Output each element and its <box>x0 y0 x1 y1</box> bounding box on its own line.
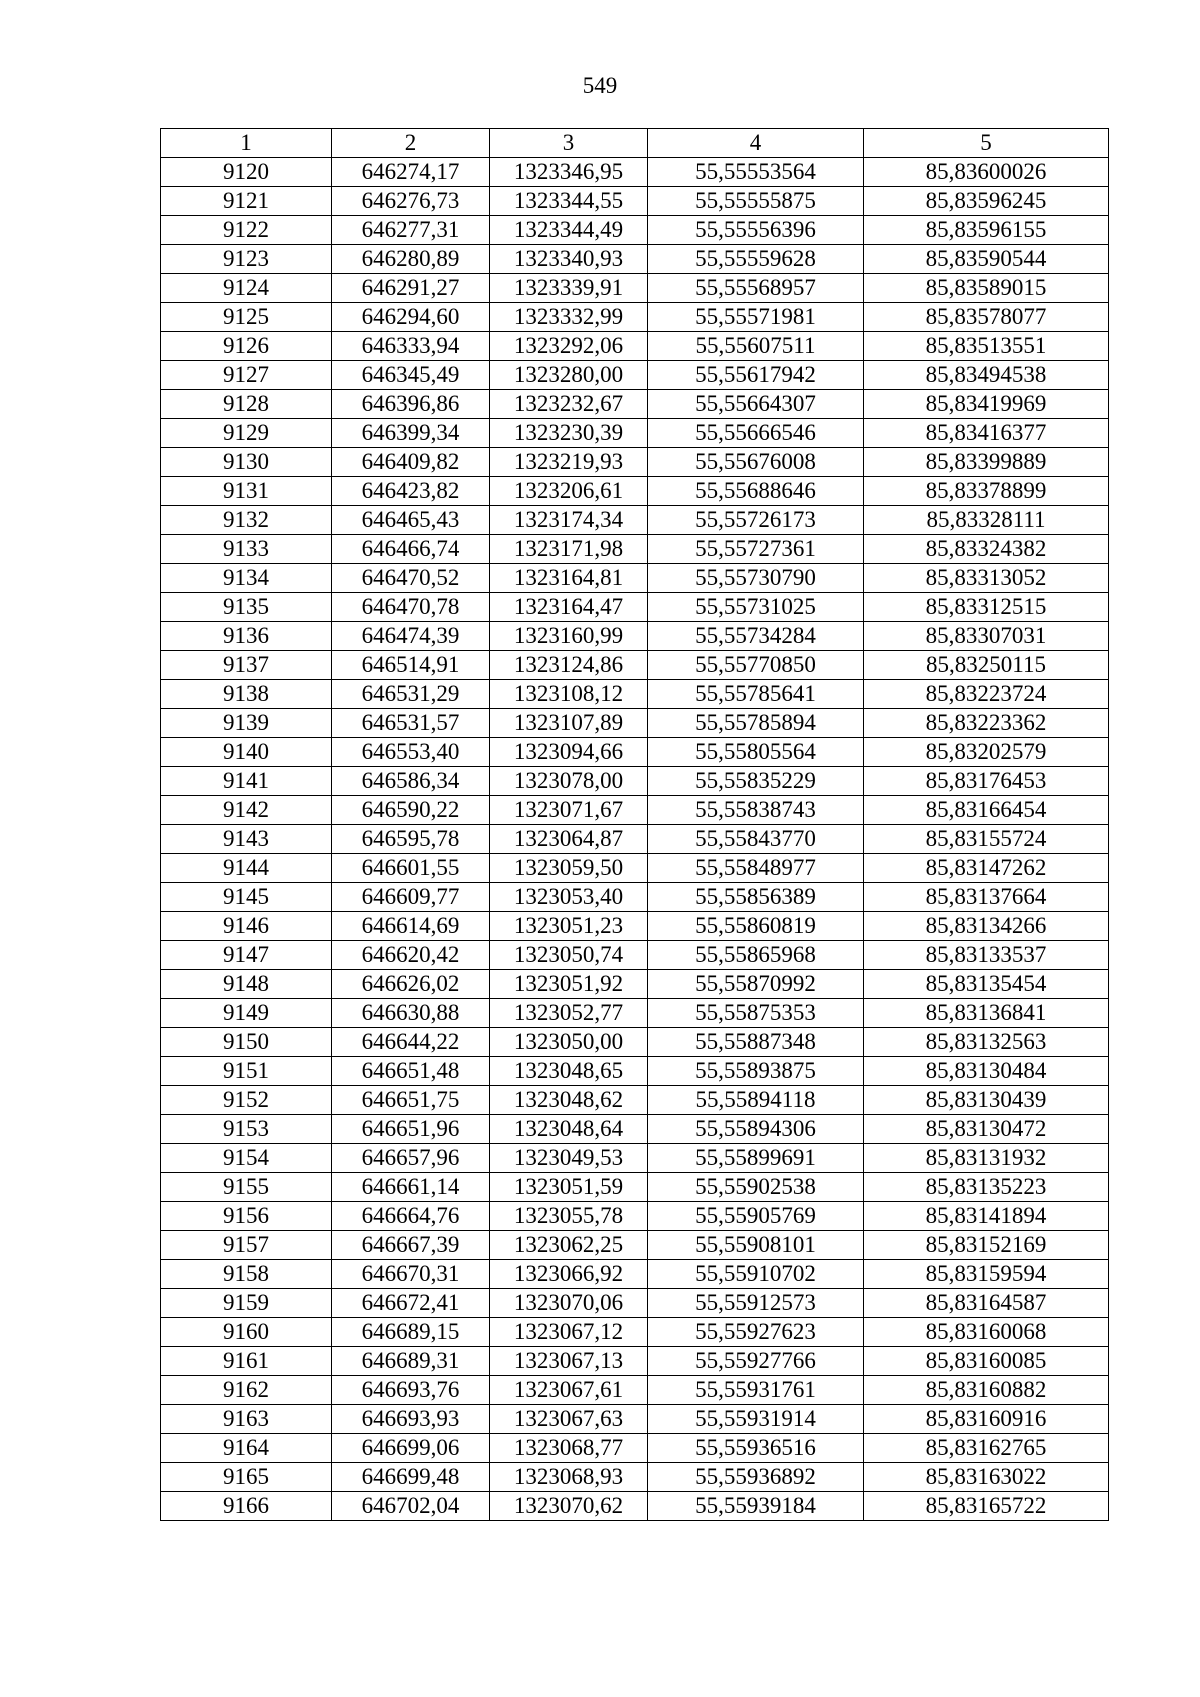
table-cell-col-4: 55,55568957 <box>648 274 864 303</box>
table-cell-col-5: 85,83160882 <box>864 1376 1109 1405</box>
table-cell-col-3: 1323094,66 <box>490 738 648 767</box>
column-header-4: 4 <box>648 129 864 158</box>
table-cell-col-1: 9135 <box>161 593 332 622</box>
table-cell-col-1: 9149 <box>161 999 332 1028</box>
table-cell-col-4: 55,55553564 <box>648 158 864 187</box>
table-cell-col-5: 85,83162765 <box>864 1434 1109 1463</box>
table-cell-col-4: 55,55936516 <box>648 1434 864 1463</box>
table-row <box>161 506 1109 535</box>
table-cell-col-2: 646409,82 <box>332 448 490 477</box>
table-cell-col-2: 646514,91 <box>332 651 490 680</box>
table-cell-col-2: 646399,34 <box>332 419 490 448</box>
table-cell-col-5: 85,83130484 <box>864 1057 1109 1086</box>
table-cell-col-4: 55,55617942 <box>648 361 864 390</box>
table-cell-col-5: 85,83600026 <box>864 158 1109 187</box>
table-cell-col-2: 646609,77 <box>332 883 490 912</box>
table-row <box>161 825 1109 854</box>
table-row <box>161 651 1109 680</box>
table-cell-col-1: 9138 <box>161 680 332 709</box>
table-cell-col-2: 646595,78 <box>332 825 490 854</box>
table-row <box>161 912 1109 941</box>
table-cell-col-4: 55,55856389 <box>648 883 864 912</box>
table-cell-col-2: 646470,78 <box>332 593 490 622</box>
table-row <box>161 709 1109 738</box>
table-cell-col-3: 1323068,93 <box>490 1463 648 1492</box>
table-cell-col-5: 85,83160085 <box>864 1347 1109 1376</box>
table-cell-col-3: 1323346,95 <box>490 158 648 187</box>
table-cell-col-3: 1323206,61 <box>490 477 648 506</box>
table-cell-col-2: 646657,96 <box>332 1144 490 1173</box>
table-cell-col-5: 85,83130439 <box>864 1086 1109 1115</box>
table-cell-col-4: 55,55726173 <box>648 506 864 535</box>
table-cell-col-3: 1323070,06 <box>490 1289 648 1318</box>
table-cell-col-4: 55,55838743 <box>648 796 864 825</box>
coordinates-table-container <box>160 128 1109 1521</box>
table-cell-col-4: 55,55887348 <box>648 1028 864 1057</box>
table-cell-col-3: 1323339,91 <box>490 274 648 303</box>
table-cell-col-4: 55,55875353 <box>648 999 864 1028</box>
table-cell-col-4: 55,55843770 <box>648 825 864 854</box>
table-cell-col-2: 646294,60 <box>332 303 490 332</box>
table-row <box>161 361 1109 390</box>
table-row <box>161 854 1109 883</box>
table-cell-col-4: 55,55905769 <box>648 1202 864 1231</box>
table-cell-col-1: 9131 <box>161 477 332 506</box>
table-row <box>161 390 1109 419</box>
table-cell-col-5: 85,83155724 <box>864 825 1109 854</box>
table-cell-col-5: 85,83160068 <box>864 1318 1109 1347</box>
table-cell-col-3: 1323107,89 <box>490 709 648 738</box>
table-row <box>161 216 1109 245</box>
table-row <box>161 1115 1109 1144</box>
coordinates-table <box>160 128 1109 1521</box>
table-cell-col-4: 55,55894306 <box>648 1115 864 1144</box>
table-row <box>161 274 1109 303</box>
table-row <box>161 1347 1109 1376</box>
table-cell-col-4: 55,55666546 <box>648 419 864 448</box>
table-cell-col-5: 85,83307031 <box>864 622 1109 651</box>
table-cell-col-1: 9159 <box>161 1289 332 1318</box>
table-cell-col-3: 1323059,50 <box>490 854 648 883</box>
table-cell-col-3: 1323071,67 <box>490 796 648 825</box>
table-cell-col-5: 85,83513551 <box>864 332 1109 361</box>
table-row <box>161 1144 1109 1173</box>
table-cell-col-4: 55,55730790 <box>648 564 864 593</box>
table-cell-col-2: 646396,86 <box>332 390 490 419</box>
table-row <box>161 1086 1109 1115</box>
table-cell-col-3: 1323051,59 <box>490 1173 648 1202</box>
table-cell-col-2: 646667,39 <box>332 1231 490 1260</box>
table-cell-col-3: 1323053,40 <box>490 883 648 912</box>
table-cell-col-1: 9130 <box>161 448 332 477</box>
table-row <box>161 593 1109 622</box>
column-header-1: 1 <box>161 129 332 158</box>
table-cell-col-4: 55,55607511 <box>648 332 864 361</box>
table-cell-col-1: 9163 <box>161 1405 332 1434</box>
table-cell-col-1: 9145 <box>161 883 332 912</box>
table-cell-col-2: 646693,76 <box>332 1376 490 1405</box>
table-row <box>161 332 1109 361</box>
table-row <box>161 1173 1109 1202</box>
table-row <box>161 419 1109 448</box>
table-cell-col-4: 55,55927623 <box>648 1318 864 1347</box>
table-cell-col-5: 85,83133537 <box>864 941 1109 970</box>
table-cell-col-4: 55,55835229 <box>648 767 864 796</box>
table-cell-col-3: 1323067,61 <box>490 1376 648 1405</box>
table-cell-col-1: 9129 <box>161 419 332 448</box>
table-row <box>161 1057 1109 1086</box>
table-cell-col-3: 1323062,25 <box>490 1231 648 1260</box>
table-cell-col-3: 1323048,64 <box>490 1115 648 1144</box>
table-cell-col-4: 55,55910702 <box>648 1260 864 1289</box>
table-row <box>161 738 1109 767</box>
table-cell-col-5: 85,83135223 <box>864 1173 1109 1202</box>
table-cell-col-2: 646702,04 <box>332 1492 490 1521</box>
table-row <box>161 187 1109 216</box>
table-cell-col-3: 1323164,47 <box>490 593 648 622</box>
table-cell-col-3: 1323068,77 <box>490 1434 648 1463</box>
table-cell-col-1: 9140 <box>161 738 332 767</box>
table-cell-col-1: 9136 <box>161 622 332 651</box>
table-cell-col-3: 1323067,63 <box>490 1405 648 1434</box>
table-cell-col-3: 1323108,12 <box>490 680 648 709</box>
table-cell-col-1: 9146 <box>161 912 332 941</box>
table-cell-col-1: 9137 <box>161 651 332 680</box>
table-cell-col-2: 646626,02 <box>332 970 490 999</box>
table-cell-col-3: 1323332,99 <box>490 303 648 332</box>
table-cell-col-1: 9151 <box>161 1057 332 1086</box>
table-cell-col-4: 55,55893875 <box>648 1057 864 1086</box>
table-cell-col-4: 55,55676008 <box>648 448 864 477</box>
table-cell-col-3: 1323280,00 <box>490 361 648 390</box>
table-cell-col-5: 85,83589015 <box>864 274 1109 303</box>
table-cell-col-2: 646661,14 <box>332 1173 490 1202</box>
table-cell-col-5: 85,83378899 <box>864 477 1109 506</box>
table-cell-col-3: 1323344,49 <box>490 216 648 245</box>
page-number: 549 <box>582 73 618 98</box>
table-cell-col-5: 85,83250115 <box>864 651 1109 680</box>
table-cell-col-1: 9155 <box>161 1173 332 1202</box>
table-cell-col-4: 55,55894118 <box>648 1086 864 1115</box>
table-cell-col-3: 1323048,65 <box>490 1057 648 1086</box>
table-cell-col-1: 9143 <box>161 825 332 854</box>
table-cell-col-4: 55,55731025 <box>648 593 864 622</box>
table-cell-col-3: 1323124,86 <box>490 651 648 680</box>
table-row <box>161 535 1109 564</box>
table-cell-col-2: 646280,89 <box>332 245 490 274</box>
table-cell-col-3: 1323070,62 <box>490 1492 648 1521</box>
table-cell-col-2: 646699,48 <box>332 1463 490 1492</box>
table-cell-col-1: 9121 <box>161 187 332 216</box>
table-cell-col-5: 85,83596155 <box>864 216 1109 245</box>
table-cell-col-4: 55,55870992 <box>648 970 864 999</box>
table-cell-col-5: 85,83166454 <box>864 796 1109 825</box>
table-header <box>161 129 1109 158</box>
table-row <box>161 767 1109 796</box>
table-row <box>161 158 1109 187</box>
table-cell-col-5: 85,83130472 <box>864 1115 1109 1144</box>
table-cell-col-4: 55,55571981 <box>648 303 864 332</box>
table-cell-col-4: 55,55860819 <box>648 912 864 941</box>
table-cell-col-2: 646689,15 <box>332 1318 490 1347</box>
table-cell-col-4: 55,55936892 <box>648 1463 864 1492</box>
table-row <box>161 1492 1109 1521</box>
table-cell-col-4: 55,55899691 <box>648 1144 864 1173</box>
table-body <box>161 158 1109 1521</box>
table-cell-col-2: 646693,93 <box>332 1405 490 1434</box>
table-cell-col-3: 1323160,99 <box>490 622 648 651</box>
table-cell-col-3: 1323051,92 <box>490 970 648 999</box>
table-cell-col-2: 646630,88 <box>332 999 490 1028</box>
table-cell-col-3: 1323066,92 <box>490 1260 648 1289</box>
table-row <box>161 970 1109 999</box>
table-cell-col-4: 55,55688646 <box>648 477 864 506</box>
table-cell-col-1: 9164 <box>161 1434 332 1463</box>
table-cell-col-5: 85,83416377 <box>864 419 1109 448</box>
table-cell-col-3: 1323048,62 <box>490 1086 648 1115</box>
table-cell-col-1: 9125 <box>161 303 332 332</box>
header-row <box>161 129 1109 158</box>
table-cell-col-5: 85,83399889 <box>864 448 1109 477</box>
table-cell-col-2: 646531,29 <box>332 680 490 709</box>
table-row <box>161 1318 1109 1347</box>
table-cell-col-3: 1323171,98 <box>490 535 648 564</box>
table-cell-col-3: 1323067,12 <box>490 1318 648 1347</box>
table-cell-col-3: 1323052,77 <box>490 999 648 1028</box>
table-cell-col-1: 9126 <box>161 332 332 361</box>
table-cell-col-5: 85,83313052 <box>864 564 1109 593</box>
table-cell-col-5: 85,83152169 <box>864 1231 1109 1260</box>
table-row <box>161 622 1109 651</box>
table-row <box>161 1405 1109 1434</box>
table-cell-col-5: 85,83312515 <box>864 593 1109 622</box>
table-row <box>161 680 1109 709</box>
table-row <box>161 796 1109 825</box>
table-cell-col-5: 85,83135454 <box>864 970 1109 999</box>
table-cell-col-2: 646644,22 <box>332 1028 490 1057</box>
table-cell-col-5: 85,83202579 <box>864 738 1109 767</box>
table-cell-col-5: 85,83136841 <box>864 999 1109 1028</box>
table-cell-col-4: 55,55785894 <box>648 709 864 738</box>
table-cell-col-3: 1323340,93 <box>490 245 648 274</box>
table-cell-col-2: 646274,17 <box>332 158 490 187</box>
table-row <box>161 1260 1109 1289</box>
table-row <box>161 564 1109 593</box>
table-cell-col-2: 646651,75 <box>332 1086 490 1115</box>
table-cell-col-5: 85,83328111 <box>864 506 1109 535</box>
table-cell-col-1: 9133 <box>161 535 332 564</box>
table-cell-col-3: 1323230,39 <box>490 419 648 448</box>
table-cell-col-1: 9157 <box>161 1231 332 1260</box>
table-cell-col-5: 85,83132563 <box>864 1028 1109 1057</box>
table-cell-col-3: 1323050,74 <box>490 941 648 970</box>
table-cell-col-1: 9154 <box>161 1144 332 1173</box>
table-cell-col-2: 646465,43 <box>332 506 490 535</box>
table-cell-col-2: 646699,06 <box>332 1434 490 1463</box>
table-cell-col-2: 646590,22 <box>332 796 490 825</box>
table-cell-col-4: 55,55555875 <box>648 187 864 216</box>
table-cell-col-1: 9162 <box>161 1376 332 1405</box>
table-cell-col-4: 55,55902538 <box>648 1173 864 1202</box>
table-row <box>161 1434 1109 1463</box>
table-cell-col-2: 646277,31 <box>332 216 490 245</box>
table-cell-col-2: 646586,34 <box>332 767 490 796</box>
table-cell-col-5: 85,83160916 <box>864 1405 1109 1434</box>
table-cell-col-3: 1323164,81 <box>490 564 648 593</box>
table-cell-col-1: 9127 <box>161 361 332 390</box>
table-cell-col-4: 55,55927766 <box>648 1347 864 1376</box>
table-cell-col-5: 85,83590544 <box>864 245 1109 274</box>
table-cell-col-1: 9152 <box>161 1086 332 1115</box>
table-row <box>161 245 1109 274</box>
column-header-5: 5 <box>864 129 1109 158</box>
table-cell-col-5: 85,83176453 <box>864 767 1109 796</box>
table-cell-col-2: 646466,74 <box>332 535 490 564</box>
table-row <box>161 1028 1109 1057</box>
table-cell-col-1: 9165 <box>161 1463 332 1492</box>
table-cell-col-2: 646553,40 <box>332 738 490 767</box>
table-cell-col-2: 646651,48 <box>332 1057 490 1086</box>
table-cell-col-3: 1323344,55 <box>490 187 648 216</box>
table-cell-col-2: 646345,49 <box>332 361 490 390</box>
table-cell-col-1: 9120 <box>161 158 332 187</box>
table-cell-col-5: 85,83324382 <box>864 535 1109 564</box>
table-cell-col-5: 85,83578077 <box>864 303 1109 332</box>
table-cell-col-5: 85,83419969 <box>864 390 1109 419</box>
table-row <box>161 941 1109 970</box>
table-cell-col-4: 55,55865968 <box>648 941 864 970</box>
table-cell-col-1: 9148 <box>161 970 332 999</box>
table-cell-col-4: 55,55912573 <box>648 1289 864 1318</box>
table-cell-col-4: 55,55727361 <box>648 535 864 564</box>
table-cell-col-3: 1323067,13 <box>490 1347 648 1376</box>
table-cell-col-1: 9147 <box>161 941 332 970</box>
table-cell-col-1: 9139 <box>161 709 332 738</box>
table-row <box>161 477 1109 506</box>
table-row <box>161 1289 1109 1318</box>
table-cell-col-1: 9158 <box>161 1260 332 1289</box>
table-cell-col-5: 85,83159594 <box>864 1260 1109 1289</box>
table-cell-col-4: 55,55939184 <box>648 1492 864 1521</box>
table-cell-col-2: 646672,41 <box>332 1289 490 1318</box>
table-cell-col-2: 646423,82 <box>332 477 490 506</box>
table-cell-col-3: 1323064,87 <box>490 825 648 854</box>
table-cell-col-4: 55,55931914 <box>648 1405 864 1434</box>
table-cell-col-4: 55,55848977 <box>648 854 864 883</box>
table-cell-col-2: 646333,94 <box>332 332 490 361</box>
table-cell-col-5: 85,83494538 <box>864 361 1109 390</box>
table-cell-col-4: 55,55556396 <box>648 216 864 245</box>
table-cell-col-4: 55,55664307 <box>648 390 864 419</box>
table-row <box>161 1231 1109 1260</box>
table-cell-col-1: 9153 <box>161 1115 332 1144</box>
table-cell-col-5: 85,83165722 <box>864 1492 1109 1521</box>
table-cell-col-4: 55,55770850 <box>648 651 864 680</box>
table-cell-col-3: 1323078,00 <box>490 767 648 796</box>
table-cell-col-2: 646614,69 <box>332 912 490 941</box>
table-cell-col-1: 9150 <box>161 1028 332 1057</box>
table-cell-col-1: 9156 <box>161 1202 332 1231</box>
table-cell-col-1: 9122 <box>161 216 332 245</box>
table-row <box>161 448 1109 477</box>
table-cell-col-1: 9124 <box>161 274 332 303</box>
table-row <box>161 1376 1109 1405</box>
table-cell-col-1: 9142 <box>161 796 332 825</box>
column-header-3: 3 <box>490 129 648 158</box>
table-cell-col-5: 85,83596245 <box>864 187 1109 216</box>
table-cell-col-1: 9134 <box>161 564 332 593</box>
table-cell-col-5: 85,83137664 <box>864 883 1109 912</box>
table-cell-col-2: 646689,31 <box>332 1347 490 1376</box>
table-cell-col-5: 85,83134266 <box>864 912 1109 941</box>
table-cell-col-2: 646670,31 <box>332 1260 490 1289</box>
table-cell-col-5: 85,83147262 <box>864 854 1109 883</box>
table-cell-col-5: 85,83223362 <box>864 709 1109 738</box>
table-cell-col-5: 85,83141894 <box>864 1202 1109 1231</box>
table-cell-col-1: 9144 <box>161 854 332 883</box>
table-cell-col-3: 1323292,06 <box>490 332 648 361</box>
table-cell-col-2: 646664,76 <box>332 1202 490 1231</box>
table-cell-col-3: 1323174,34 <box>490 506 648 535</box>
table-cell-col-3: 1323055,78 <box>490 1202 648 1231</box>
table-cell-col-3: 1323232,67 <box>490 390 648 419</box>
table-cell-col-2: 646474,39 <box>332 622 490 651</box>
table-cell-col-4: 55,55734284 <box>648 622 864 651</box>
table-cell-col-4: 55,55785641 <box>648 680 864 709</box>
table-cell-col-4: 55,55559628 <box>648 245 864 274</box>
table-cell-col-2: 646601,55 <box>332 854 490 883</box>
table-cell-col-5: 85,83223724 <box>864 680 1109 709</box>
table-row <box>161 1463 1109 1492</box>
table-cell-col-1: 9123 <box>161 245 332 274</box>
table-cell-col-2: 646276,73 <box>332 187 490 216</box>
table-cell-col-2: 646470,52 <box>332 564 490 593</box>
table-row <box>161 1202 1109 1231</box>
table-cell-col-3: 1323051,23 <box>490 912 648 941</box>
table-row <box>161 303 1109 332</box>
table-cell-col-1: 9132 <box>161 506 332 535</box>
table-row <box>161 883 1109 912</box>
table-cell-col-4: 55,55805564 <box>648 738 864 767</box>
table-cell-col-2: 646620,42 <box>332 941 490 970</box>
table-cell-col-2: 646651,96 <box>332 1115 490 1144</box>
table-cell-col-1: 9141 <box>161 767 332 796</box>
table-cell-col-3: 1323219,93 <box>490 448 648 477</box>
table-cell-col-1: 9160 <box>161 1318 332 1347</box>
table-cell-col-1: 9166 <box>161 1492 332 1521</box>
table-cell-col-2: 646531,57 <box>332 709 490 738</box>
table-cell-col-4: 55,55908101 <box>648 1231 864 1260</box>
table-row <box>161 999 1109 1028</box>
table-cell-col-1: 9161 <box>161 1347 332 1376</box>
table-cell-col-3: 1323049,53 <box>490 1144 648 1173</box>
table-cell-col-5: 85,83163022 <box>864 1463 1109 1492</box>
table-cell-col-2: 646291,27 <box>332 274 490 303</box>
table-cell-col-5: 85,83131932 <box>864 1144 1109 1173</box>
table-cell-col-5: 85,83164587 <box>864 1289 1109 1318</box>
column-header-2: 2 <box>332 129 490 158</box>
table-cell-col-3: 1323050,00 <box>490 1028 648 1057</box>
table-cell-col-1: 9128 <box>161 390 332 419</box>
table-cell-col-4: 55,55931761 <box>648 1376 864 1405</box>
